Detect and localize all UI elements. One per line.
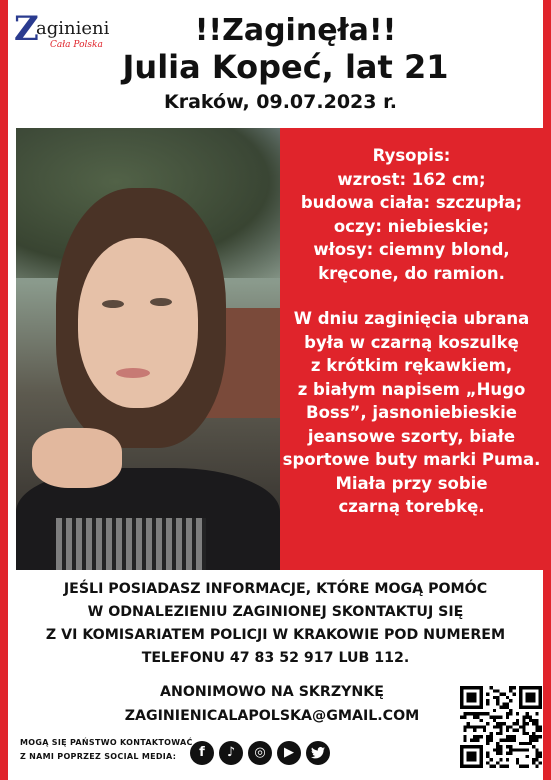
qr-module [467,712,470,715]
qr-module [519,725,522,728]
headline: !!Zaginęła!! [194,13,397,48]
qr-module [509,725,512,728]
qr-module [499,722,502,725]
qr-module [519,742,522,745]
photo-eye-right [150,298,172,306]
qr-module [490,732,493,735]
qr-module [526,693,536,703]
qr-module [463,738,466,741]
qr-module [516,758,519,761]
qr-module [519,765,522,768]
qr-module [493,765,496,768]
qr-module [526,748,529,751]
qr-module [499,745,502,748]
qr-module [506,758,509,761]
qr-module [499,693,502,696]
qr-module [493,709,496,712]
qr-module [532,732,535,735]
qr-module [486,742,489,745]
qr-module [539,752,542,755]
qr-module [535,729,538,732]
qr-module [516,729,519,732]
qr-module [496,732,499,735]
qr-module [496,689,499,692]
qr-module [490,738,493,741]
qr-module [496,761,499,764]
qr-module [512,729,515,732]
qr-module [509,748,512,751]
qr-module [490,686,493,689]
qr-module [512,686,515,689]
qr-module [506,765,509,768]
qr-module [467,752,477,762]
qr-module [535,758,538,761]
qr-module [522,719,525,722]
clothing-line: była w czarną koszulkę [304,332,519,352]
qr-module [539,735,542,738]
header [8,14,543,116]
person-photo [16,128,280,570]
qr-module [535,755,538,758]
qr-module [535,748,538,751]
qr-module [486,699,489,702]
qr-module [506,702,509,705]
contact-info [8,578,543,670]
qr-module [509,712,512,715]
qr-module [539,729,542,732]
qr-module [529,716,532,719]
qr-module [532,761,535,764]
qr-module [499,748,502,751]
qr-module [506,738,509,741]
qr-module [522,716,525,719]
place-date: Kraków, 09.07.2023 r. [164,91,397,113]
qr-module [522,722,525,725]
qr-module [493,748,496,751]
qr-module [532,758,535,761]
contact-line: Z VI KOMISARIATEM POLICJI W KRAKOWIE POD NUMEREM [45,627,506,643]
anonymous-line: ANONIMOWO NA SKRZYNKĘ [160,684,384,700]
qr-module [506,712,509,715]
qr-module [499,738,502,741]
qr-module [496,745,499,748]
clothing-line: jeansowe szorty, białe [307,426,516,446]
qr-module [529,719,532,722]
qr-module [499,716,502,719]
qr-module [506,706,509,709]
spacer [280,285,543,307]
qr-module [512,735,515,738]
qr-module [480,719,483,722]
qr-module [496,702,499,705]
qr-module [509,686,512,689]
social-icons [190,741,330,765]
qr-module [522,748,525,751]
clothing-line: W dniu zaginięcia ubrana [293,309,530,328]
qr-module [486,693,489,696]
qr-module [480,725,483,728]
qr-module [526,732,529,735]
qr-module [483,729,486,732]
qr-module [496,725,499,728]
description-line: budowa ciała: szczupła; [300,193,523,212]
qr-module [493,716,496,719]
qr-code[interactable] [460,686,542,768]
qr-module [506,735,509,738]
qr-module [463,725,466,728]
description-line: oczy: niebieskie; [333,216,490,236]
qr-module [499,732,502,735]
qr-module [522,732,525,735]
qr-module [535,752,538,755]
qr-module [532,738,535,741]
qr-module [499,758,502,761]
qr-module [532,745,535,748]
qr-module [490,758,493,761]
qr-module [526,742,529,745]
qr-module [493,689,496,692]
qr-module [522,742,525,745]
qr-module [476,735,479,738]
qr-module [519,748,522,751]
qr-module [467,693,477,703]
qr-module [486,702,489,705]
clothing-line: z białym napisem „Hugo [297,379,526,399]
qr-module [499,765,502,768]
description-panel [280,128,543,570]
qr-module [522,725,525,728]
facebook-icon[interactable]: f [190,741,214,765]
contact-line: TELEFONU 47 83 52 917 LUB 112. [141,650,410,666]
social-line: MOGĄ SIĘ PAŃSTWO KONTAKTOWAĆ [20,738,193,747]
qr-module [499,752,502,755]
qr-module [516,761,519,764]
qr-module [496,752,499,755]
qr-module [503,738,506,741]
qr-module [532,722,535,725]
qr-module [483,712,486,715]
qr-module [503,693,506,696]
qr-module [476,725,479,728]
qr-module [512,693,515,696]
qr-module [506,725,509,728]
qr-module [526,712,529,715]
qr-module [470,712,473,715]
description-line: włosy: ciemny blond, [313,240,510,259]
qr-module [535,719,538,722]
qr-module [512,748,515,751]
qr-module [506,745,509,748]
contact-line: JEŚLI POSIADASZ INFORMACJE, KTÓRE MOGĄ POMÓC [63,581,488,597]
qr-module [473,712,476,715]
qr-module [506,696,509,699]
qr-module [526,722,529,725]
qr-module [522,765,525,768]
person-name-age: Julia Kopeć, lat 21 [122,48,449,86]
qr-module [506,716,509,719]
photo-hand [32,428,122,488]
description-heading: Rysopis: [372,146,451,165]
qr-module [470,725,473,728]
qr-module [486,761,489,764]
clothing-line: Miała przy sobie [335,473,488,493]
qr-module [493,719,496,722]
qr-module [480,735,483,738]
qr-module [529,738,532,741]
qr-module [509,709,512,712]
qr-module [473,738,476,741]
qr-module [509,689,512,692]
qr-module [463,712,466,715]
qr-module [486,712,489,715]
qr-module [460,716,463,719]
qr-module [529,742,532,745]
anonymous-contact [102,680,442,728]
qr-module [539,725,542,728]
qr-module [503,702,506,705]
social-media-text [20,736,193,764]
qr-module [467,725,470,728]
qr-module [499,729,502,732]
qr-module [496,742,499,745]
qr-module [509,699,512,702]
qr-module [516,748,519,751]
qr-module [535,765,538,768]
qr-module [516,722,519,725]
qr-module [535,712,538,715]
youtube-icon[interactable]: ▶ [277,741,301,765]
description-line: kręcone, do ramion. [318,263,505,283]
qr-module [496,722,499,725]
qr-module [539,761,542,764]
qr-module [509,735,512,738]
tiktok-icon[interactable]: ♪ [219,741,243,765]
photo-lips [116,368,150,378]
social-line: Z NAMI POPRZEZ SOCIAL MEDIA: [20,752,177,761]
qr-module [506,729,509,732]
qr-module [473,735,476,738]
qr-module [493,696,496,699]
clothing-line: Boss”, jasnoniebieskie [306,403,517,422]
photo-eye-left [102,300,124,308]
qr-module [526,765,529,768]
clothing-line: czarną torebkę. [338,497,485,516]
clothing-line: sportowe buty marki Puma. [282,450,541,469]
qr-module [529,735,532,738]
qr-module [522,729,525,732]
qr-module [496,716,499,719]
qr-module [490,765,493,768]
qr-module [516,719,519,722]
qr-module [463,735,466,738]
photo-shirt-print [56,518,206,570]
qr-module [486,755,489,758]
qr-module [516,712,519,715]
qr-module [490,716,493,719]
qr-module [476,738,479,741]
qr-module [526,755,529,758]
qr-module [512,738,515,741]
qr-module [480,712,483,715]
qr-module [499,706,502,709]
qr-module [463,716,466,719]
clothing-line: z krótkim rękawkiem, [310,356,513,375]
qr-module [503,706,506,709]
qr-module [509,745,512,748]
logo-subtitle: Cała Polska [50,40,103,50]
qr-module [486,722,489,725]
qr-module [483,725,486,728]
photo-face [78,238,198,408]
qr-module [493,725,496,728]
qr-module [473,729,476,732]
qr-module [467,722,470,725]
qr-module [490,735,493,738]
logo-name: aginieni [36,18,110,39]
twitter-icon[interactable] [306,741,330,765]
qr-module [499,725,502,728]
qr-module [509,752,512,755]
description-line: wzrost: 162 cm; [337,169,486,189]
qr-module [496,699,499,702]
contact-line: W ODNALEZIENIU ZAGINIONEJ SKONTAKTUJ SIĘ [87,604,464,620]
qr-module [532,735,535,738]
qr-module [486,752,489,755]
qr-module [535,738,538,741]
qr-module [512,722,515,725]
qr-module [473,725,476,728]
qr-module [496,748,499,751]
qr-module [535,735,538,738]
logo-mark-letter: Z [14,9,39,49]
qr-module [532,719,535,722]
qr-module [535,725,538,728]
email-address: ZAGINIENICALAPOLSKA@GMAIL.COM [124,708,420,724]
qr-module [496,696,499,699]
qr-module [503,722,506,725]
qr-module [476,712,479,715]
qr-module [503,765,506,768]
qr-module [526,716,529,719]
qr-module [539,755,542,758]
twitter-bird-icon [311,747,325,759]
qr-module [463,729,466,732]
qr-module [486,735,489,738]
qr-module [506,752,509,755]
qr-module [535,722,538,725]
qr-module [476,716,479,719]
qr-module [509,738,512,741]
qr-module [486,738,489,741]
instagram-icon[interactable]: ◎ [248,741,272,765]
qr-module [470,738,473,741]
qr-module [473,716,476,719]
